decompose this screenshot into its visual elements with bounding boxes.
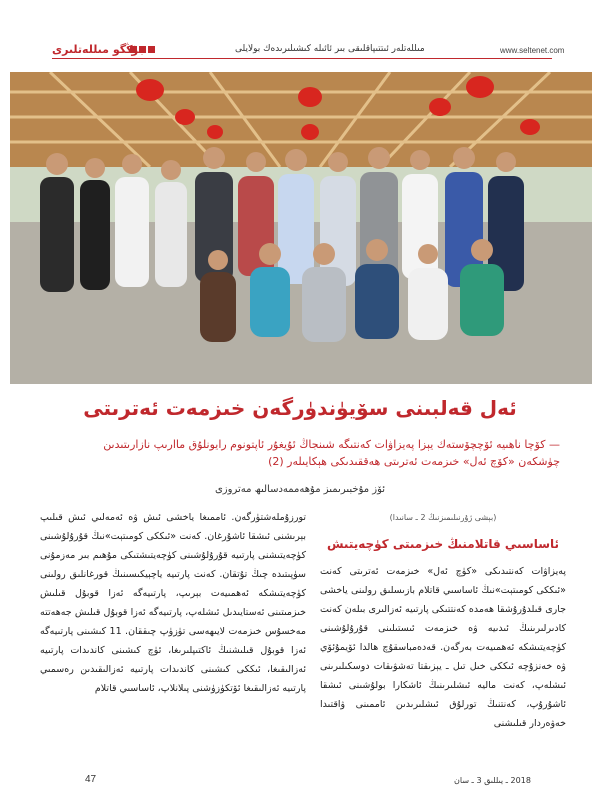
magazine-title: مىللەتلەر ئىتتىپاقلىقى بىر ئائىلە كىشىلىرىدەك بولايلى xyxy=(235,44,425,54)
section-label: جۇڭگو مىللەتلىرى xyxy=(52,43,147,56)
article-title: ئەل قەلبىنى سۆيۈندۈرگەن خىزمەت ئەترىتى xyxy=(83,396,517,420)
section-heading: ئاساسىي قاتلامنىڭ خىزمىتى كۈچەيتىش xyxy=(326,537,560,551)
text-column-right xyxy=(320,508,566,733)
body-paragraph: تورزۇملەشتۈرگەن. ئاممىغا ياخشى ئىش ۋە ئەمەلىي ئىش قىلىپ بېرىشنى ئىشقا ئاشۇرغان. كەنت «ئىككى كومىتېت»نىڭ قۇرۇلۇشىنى كۈچەيتىشنى پارتىيە قۇرۇلۇشىنى كۈچەيتىشتىكى مۇھىم بىر مەزمۇنى سۈپىتىدە چىڭ تۇتقان. كەنت پارتىيە ياچېيكىسىنىڭ قورغانلىق رولىنى كۈچەيتىشكە ئەھمىيەت بېرىپ، پارتىيەگە ئەزا قوبۇل قىلىش خىزمىتىنى ئەستايىدىل ئىشلەپ، پارتىيەگە ئەزا قوبۇل قىلىش جەھەتتە مەخسۇس خىزمەت لايىھەسى تۈزۈپ چىققان. 11 كىشىنى پارتىيەگە ئەزا قوبۇل قىلىشنىڭ ئاكتىپلىرىغا، ئۈچ كىشىنى كاندىدات پارتىيە ئەزالىقىغا، ئىككى كىشىنى كاندىدات پارتىيە ئەزالىقىدىن رەسمىي پارتىيە ئەزالىقىغا ئۆتكۈزۈشنى پىلانلاپ، ئاساسىي قاتلام xyxy=(40,512,306,694)
page-number: 47 xyxy=(85,774,97,785)
website-url[interactable]: www.seltenet.com xyxy=(500,46,565,55)
article-author: ئۆز مۇخبىرىمىز مۇھەممەدسالىھ مەتروزى xyxy=(214,484,386,495)
header-divider xyxy=(52,58,552,59)
issue-label: 2018 ـ يىللىق 3 ـ سان xyxy=(454,776,531,785)
text-column-left xyxy=(40,508,306,698)
subtitle-line: چۈشكەن «كۆچ ئەل» خىزمەت ئەترىتى ھەققىدىكى ھېكايىلەر (2) xyxy=(268,455,560,468)
body-paragraph: پەيزاۋات كەنتىدىكى «كۈچ ئەل» خىزمەت ئەترىتى كەنت «ئىككى كومىتېت»نىڭ ئاساسىي قاتلام بازىسلىق رولىنى ياخشى جارى قىلدۇرۇشقا ھەمدە كەنتتىكى پارتىيە ئەزالىرى بىلەن كەنت كادىرلىرىنىڭ ئىدىيە ۋە خىزمەت ئىستىلىنى قۇرۇلۇشىنى كۈچەيتىشكە ئەھمىيەت بەرگەن. قەدەمباسقۇچ ھالدا ئۆيمۇئۆي ۋە خەنزۇچە ئىككى خىل تىل ـ يېزىقتا تەشۋىقات دوسكىلىرىنى ئىشلەپ، كەنت ماليە ئىشلىرىنىڭ ئاشكارا بولۇشىنى ئىشقا ئاشۇرۇپ، كەنتنىڭ تورلۇق ئىشلىرىدىن ئاممىنى ۋاقتىدا خەۋەردار قىلىشنى xyxy=(320,566,566,729)
page-header xyxy=(0,0,600,70)
group-photo xyxy=(10,72,592,384)
continuation-note: (بېشى ژۇرنىلىمىزنىڭ 2 ـ سانىدا) xyxy=(389,513,497,522)
group-photo-illustration xyxy=(10,72,592,384)
subtitle-line: — كۆچا ناھىيە ئۆچچۆستەك يېزا پەيزاۋات كەنتىگە شىنجاڭ ئۇيغۇر ئاپتونوم رايونلۇق ماارىپ نازارىتىدىن xyxy=(103,438,560,451)
article-subtitle xyxy=(40,436,560,470)
